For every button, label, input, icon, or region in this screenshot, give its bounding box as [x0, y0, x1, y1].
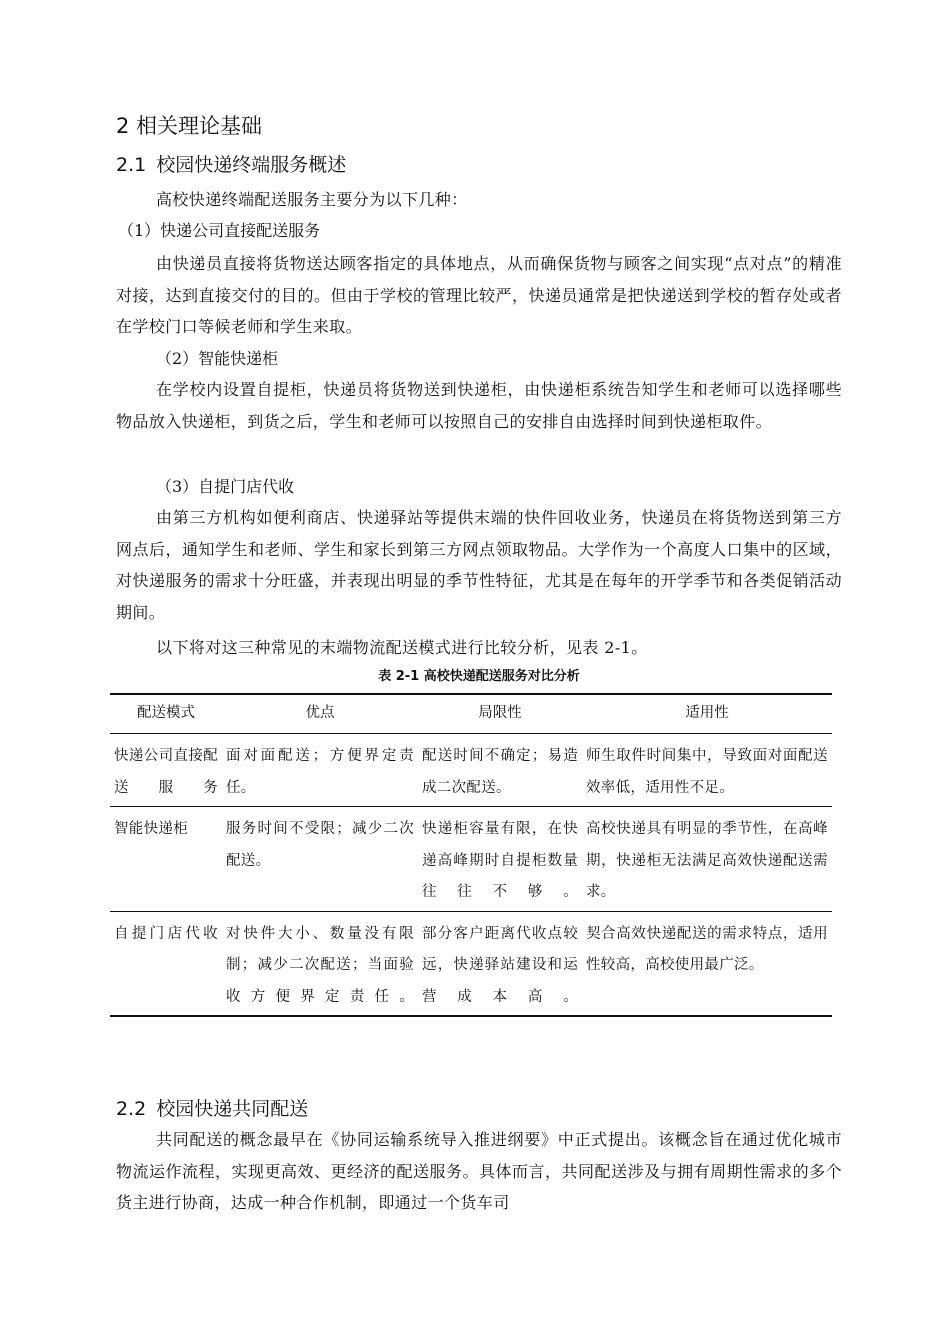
- table-cell: 面对面配送；方便界定责任。: [226, 748, 414, 796]
- table-intro-paragraph: 以下将对这三种常见的末端物流配送模式进行比较分析，见表 2-1。: [156, 638, 648, 657]
- section-2-2-paragraph: 共同配送的概念最早在《协同运输系统导入推进纲要》中正式提出。该概念旨在通过优化城市物流运作流程，实现更高效、更经济的配送服务。具体而言，共同配送涉及与拥有周期性需求的多个货主进行协商，达成一种合作机制，即通过一个货车司: [116, 1130, 842, 1212]
- section-title: 校园快递共同配送: [156, 1098, 309, 1120]
- item-1-paragraph: 由快递员直接将货物送达顾客指定的具体地点，从而确保货物与顾客之间实现“点对点”的精准对接，达到直接交付的目的。但由于学校的管理比较严，快递员通常是把快递送到学校的暂存处或者在学校门口等候老师和学生来取。: [116, 254, 842, 336]
- table-row: [110, 911, 832, 1016]
- table-cell: 快递柜容量有限，在快递高峰期时自提柜数量往往不够。: [418, 807, 582, 912]
- table-cell: 部分客户距离代收点较远，快递驿站建设和运营成本高。: [418, 911, 582, 1016]
- table-cell: 服务时间不受限；减少二次配送。: [222, 807, 418, 912]
- item-1-label: （1）快递公司直接配送服务: [118, 221, 321, 240]
- section-heading-2-2: [116, 1096, 308, 1122]
- table-header-cell: 局限性: [418, 694, 582, 734]
- table-cell: 对快件大小、数量没有限制；减少二次配送；当面验收方便界定责任。: [222, 911, 418, 1016]
- table-header-row: [110, 694, 832, 734]
- section-number: 2.1: [116, 154, 147, 176]
- item-2-paragraph: 在学校内设置自提柜，快递员将货物送到快递柜，由快递柜系统告知学生和老师可以选择哪些物品放入快递柜，到货之后，学生和老师可以按照自己的安排自由选择时间到快递柜取件。: [116, 380, 842, 431]
- comparison-table: [110, 693, 832, 1017]
- item-3-paragraph: 由第三方机构如便利商店、快递驿站等提供末端的快件回收业务，快递员在将货物送到第三方网点后，通知学生和老师、学生和家长到第三方网点领取物品。大学作为一个高度人口集中的区域，对快递服务的需求十分旺盛，并表现出明显的季节性特征，尤其是在每年的开学季节和各类促销活动期间。: [116, 508, 842, 622]
- table-header-cell: 优点: [222, 694, 418, 734]
- table-cell: 快递公司直接配送服务: [114, 748, 218, 796]
- chapter-heading: 2 相关理论基础: [116, 114, 263, 138]
- table-cell: 高校快递具有明显的季节性，在高峰期，快递柜无法满足高效快递配送需求。: [582, 807, 832, 912]
- item-3-label: （3）自提门店代收: [156, 477, 295, 496]
- table-header-cell: 配送模式: [110, 694, 222, 734]
- table-header-cell: 适用性: [582, 694, 832, 734]
- table-cell: 师生取件时间集中，导致面对面配送效率低，适用性不足。: [586, 748, 828, 796]
- table-cell: 自提门店代收: [110, 911, 222, 1016]
- table-row: [110, 807, 832, 912]
- intro-paragraph: 高校快递终端配送服务主要分为以下几种：: [156, 190, 468, 209]
- table-cell: 智能快递柜: [110, 807, 222, 912]
- table-cell: 契合高效快递配送的需求特点，适用性较高，高校使用最广泛。: [582, 911, 832, 1016]
- section-title: 校园快递终端服务概述: [156, 154, 347, 176]
- item-2-label: （2）智能快递柜: [156, 349, 279, 368]
- table-caption: 表 2-1 高校快递配送服务对比分析: [378, 669, 580, 684]
- table-row: [110, 734, 832, 807]
- section-heading-2-1: [116, 152, 346, 178]
- section-number: 2.2: [116, 1098, 147, 1120]
- table-cell: 配送时间不确定；易造成二次配送。: [422, 748, 578, 796]
